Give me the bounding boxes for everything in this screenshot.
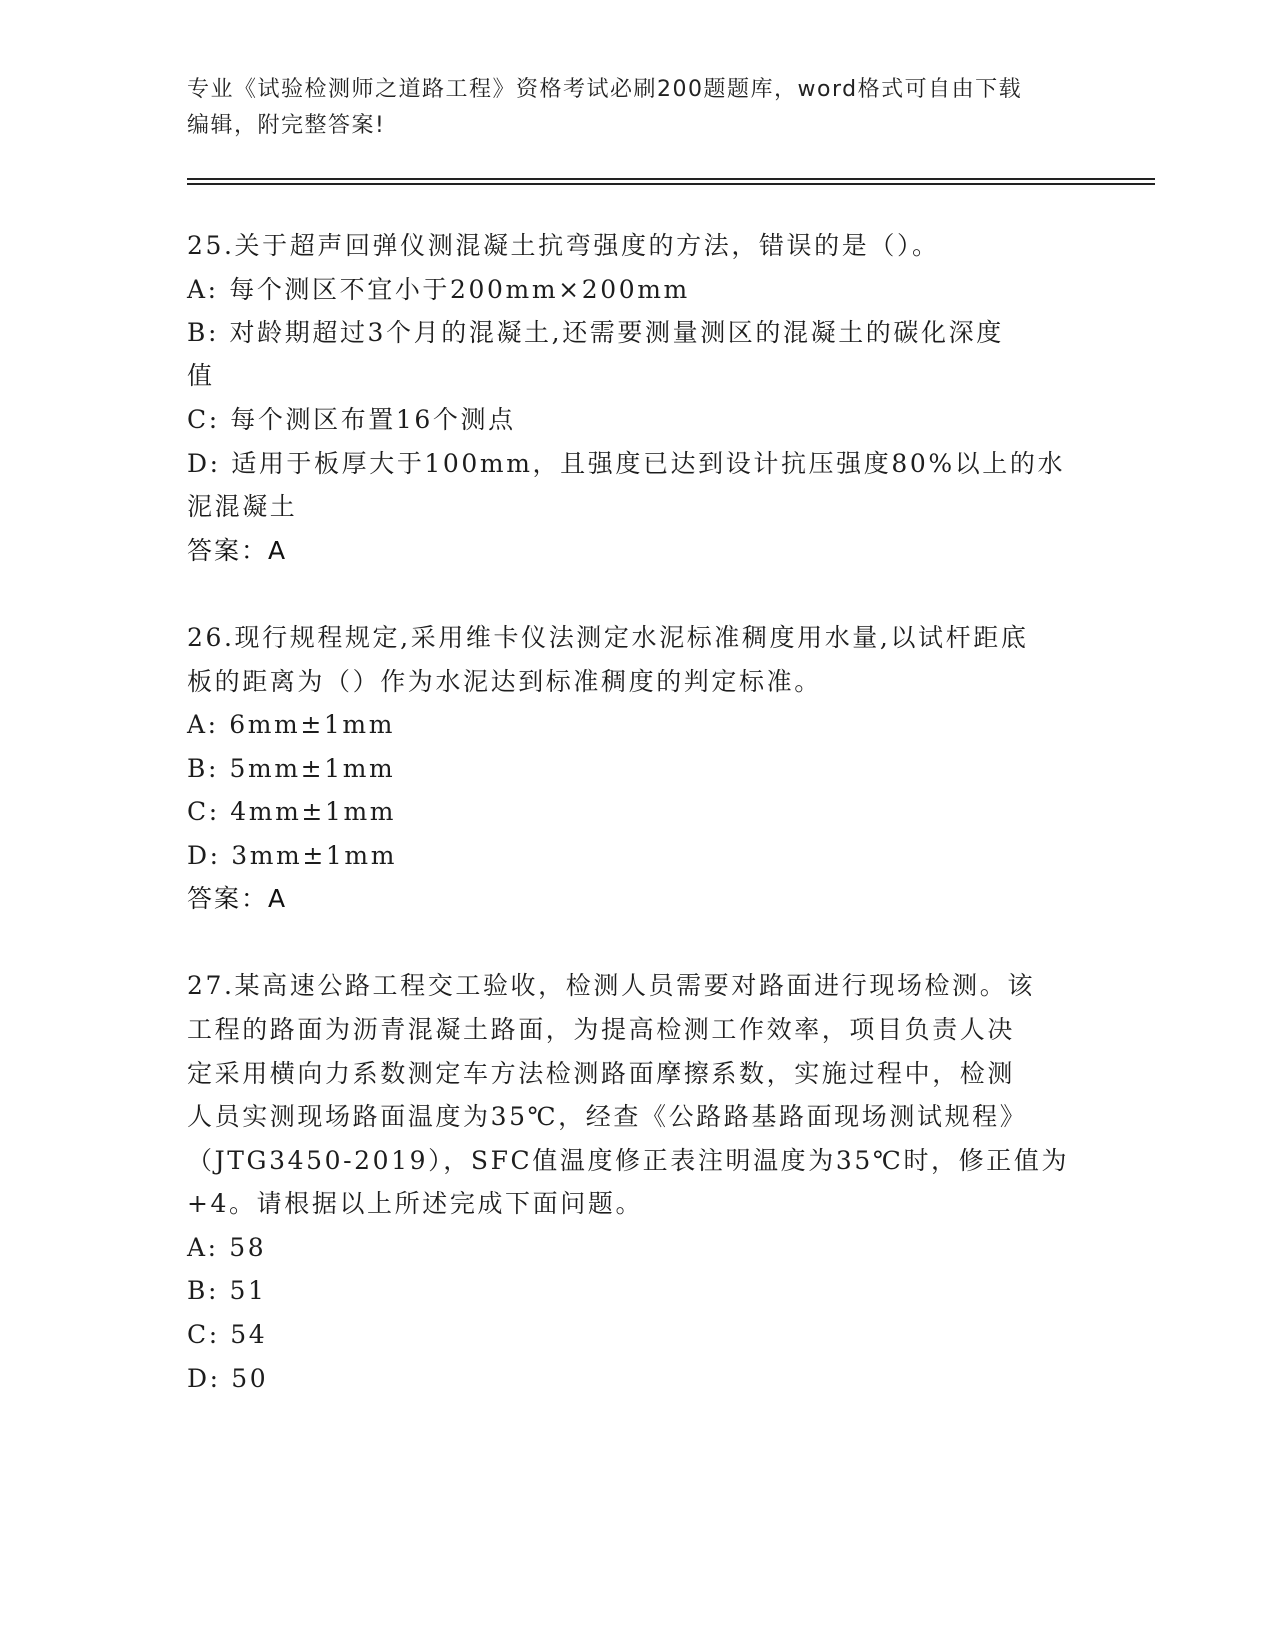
- question-25-stem-line-1: 25.关于超声回弹仪测混凝土抗弯强度的方法，错误的是（）。: [187, 231, 940, 260]
- question-27-stem-line-2: 工程的路面为沥青混凝土路面，为提高检测工作效率，项目负责人决: [187, 1015, 1016, 1044]
- header-line-2: 编辑，附完整答案!: [187, 113, 386, 138]
- question-25-option-d-line-2: 泥混凝土: [187, 492, 298, 521]
- document-header: [187, 72, 1087, 144]
- question-26-option-d: D: 3mm±1mm: [187, 841, 397, 870]
- header-divider-bottom: [187, 183, 1155, 185]
- question-26-stem-line-1: 26.现行规程规定,采用维卡仪法测定水泥标准稠度用水量,以试杆距底: [187, 623, 1029, 652]
- header-divider-top: [187, 178, 1155, 180]
- question-26-stem-line-2: 板的距离为（）作为水泥达到标准稠度的判定标准。: [187, 667, 822, 696]
- question-27-option-b: B: 51: [187, 1276, 267, 1305]
- question-26-answer: 答案：A: [187, 884, 288, 913]
- question-27-option-d: D: 50: [187, 1364, 269, 1393]
- question-27-option-c: C: 54: [187, 1320, 268, 1349]
- question-27-stem-line-4: 人员实测现场路面温度为35℃，经查《公路路基路面现场测试规程》: [187, 1102, 1028, 1131]
- question-25-option-d-line-1: D: 适用于板厚大于100mm，且强度已达到设计抗压强度80%以上的水: [187, 449, 1066, 478]
- question-26-option-a: A: 6mm±1mm: [187, 710, 396, 739]
- question-27-option-a: A: 58: [187, 1233, 267, 1262]
- question-27-stem-line-3: 定采用横向力系数测定车方法检测路面摩擦系数，实施过程中，检测: [187, 1059, 1016, 1088]
- question-25-answer: 答案：A: [187, 536, 288, 565]
- question-25-option-b-line-2: 值: [187, 361, 215, 390]
- question-27-stem-line-1: 27.某高速公路工程交工验收，检测人员需要对路面进行现场检测。该: [187, 971, 1035, 1000]
- question-25-option-c: C: 每个测区布置16个测点: [187, 405, 516, 434]
- question-25-option-a: A: 每个测区不宜小于200mm×200mm: [187, 275, 690, 304]
- question-26-option-c: C: 4mm±1mm: [187, 797, 397, 826]
- question-27-stem-line-6: +4。请根据以上所述完成下面问题。: [187, 1189, 644, 1218]
- header-line-1: 专业《试验检测师之道路工程》资格考试必刷200题题库，word格式可自由下载: [187, 77, 1023, 102]
- question-25-option-b-line-1: B: 对龄期超过3个月的混凝土,还需要测量测区的混凝土的碳化深度: [187, 318, 1004, 347]
- question-26-option-b: B: 5mm±1mm: [187, 754, 396, 783]
- question-27-stem-line-5: （JTG3450-2019），SFC值温度修正表注明温度为35℃时，修正值为: [187, 1146, 1070, 1175]
